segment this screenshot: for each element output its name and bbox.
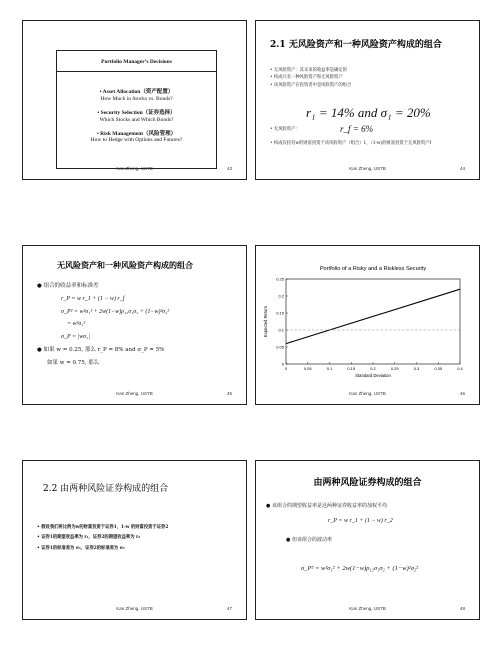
slide-46 <box>255 245 480 405</box>
slide-title: 由两种风险证券构成的组合 <box>313 478 422 488</box>
y-axis-label: Expected Return <box>263 305 268 338</box>
plot-frame <box>286 279 460 364</box>
bullet-item: ● 但该组合的波动率 <box>286 537 332 543</box>
decision-item: • Risk Management（风险管理） How to Hedge with Options and Futures? <box>90 130 183 144</box>
slide-43 <box>22 20 247 180</box>
bullet-item: ● 组合的收益率和标准差 <box>37 283 99 289</box>
equation-portfolio-variance: σ_P² = w²σ₁² + 2w(1−w)ρ₁₂σ₁σ₂ + (1−w)²σ₂² <box>301 565 419 572</box>
bullet-list <box>270 67 469 89</box>
x-tick-label: 0.15 <box>347 366 356 371</box>
page-number: 47 <box>226 606 232 611</box>
decision-item: • Asset Allocation（资产配置） How Much in Stocks vs. Bonds? <box>99 89 174 102</box>
bullet-item: • 假设我们将比例为w的财富投资于证券1，1-w 的财富投资于证券2 <box>37 525 169 530</box>
series-line <box>286 289 460 343</box>
slide-title: 2.1 无风险资产和一种风险资产构成的组合 <box>270 40 442 50</box>
x-tick-label: 0.05 <box>303 366 312 371</box>
page-number: 46 <box>459 391 465 396</box>
slide-47 <box>22 460 247 620</box>
equation-portfolio-variance: σ_P² = w²σ₁² + 2w(1−w)ρ₁₂σ₁σ₂ + (1−w)²σ₂² <box>61 309 170 315</box>
bullet-item: • 证券1的标准差为 σ₁，证券2的标准差为 σ₂ <box>37 545 125 551</box>
x-tick-label: 0.35 <box>434 366 443 371</box>
y-tick-label: 0.25 <box>276 276 284 282</box>
risk-return-chart <box>256 246 480 405</box>
page-number: 43 <box>226 166 232 171</box>
bullet-item: • 无风险资产：其未来的收益率是确定的 <box>270 68 347 73</box>
y-tick-label: 0.05 <box>276 344 284 350</box>
slide-45 <box>22 245 247 405</box>
decision-item: • Security Selection（证券选择） Which Stocks and Which Bonds? <box>97 109 176 123</box>
slide-44 <box>255 20 480 180</box>
equation-riskfree-rate: r_f = 6% <box>340 124 374 134</box>
slide-footer: Kan Zheng, USTB <box>349 166 386 171</box>
y-tick-label: 0 <box>281 361 284 367</box>
bullet-item: • 证券1的期望收益率为 r₁，证券2的期望收益率为 r₂ <box>37 535 141 541</box>
equation-portfolio-return: r_P = w r_1 + (1 − w) r_f <box>61 296 125 302</box>
y-tick-label: 0.15 <box>276 310 284 316</box>
bullet-item: ● 该组合的期望收益率是这两种证券收益率的加权平均 <box>266 503 387 509</box>
x-tick-label: 0.1 <box>326 366 333 371</box>
slide-48 <box>255 460 480 620</box>
slide-footer: Kan Zheng, USTB <box>116 391 153 396</box>
bullet-item: • 该风险资产在投资者中是风险资产的组合 <box>270 82 352 88</box>
page-number: 45 <box>226 391 232 396</box>
text-line: 如果 w = 0.75, 那么 <box>47 360 100 366</box>
slide-footer: Kan Zheng, USTB <box>349 391 386 396</box>
slide-footer: Kan Zheng, USTB <box>116 166 153 171</box>
equation-variance-simplified: = w²σ₁² <box>67 321 86 327</box>
bullet-list <box>37 525 234 552</box>
chart-title: Portfolio of a Risky and a Riskless Security <box>319 266 427 272</box>
page-number: 48 <box>459 606 465 611</box>
page-number: 44 <box>459 166 465 171</box>
bullet-item: • 构成只有一种风险资产和无风险资产 <box>270 75 343 81</box>
x-axis-label: Standard Deviation <box>355 373 391 378</box>
equation-portfolio-std: σ_P = |wσ₁| <box>61 334 90 340</box>
bullet-item: ● 如果 w = 0.25, 那么 r_P = 8% and σ_P = 5% <box>37 347 165 353</box>
y-tick-label: 0.2 <box>278 293 284 299</box>
slide-title: 无风险资产和一种风险资产构成的组合 <box>57 260 193 270</box>
x-tick-label: 0 <box>284 366 288 371</box>
decisions-box-title: Portfolio Manager’s Decisions <box>101 59 172 65</box>
y-tick-label: 0.1 <box>278 327 284 333</box>
x-tick-label: 0.3 <box>413 366 420 371</box>
x-tick-label: 0.25 <box>390 366 399 371</box>
slide-footer: Kan Zheng, USTB <box>116 606 153 611</box>
x-tick-label: 0.2 <box>370 366 376 371</box>
decisions-divider <box>57 71 216 72</box>
bullet-item: • 构成仅持有w的财富投资于该风险资产（组合）1，（1-w)的财富投资于无风险资产f <box>270 141 432 146</box>
x-tick-label: 0.4 <box>457 366 463 371</box>
equation-portfolio-return: r_P = w r_1 + (1 − w) r_2 <box>328 518 393 524</box>
slide-footer: Kan Zheng, USTB <box>349 606 386 611</box>
equation-risky-asset: r₁ = 14% and σ₁ = 20% <box>306 105 431 120</box>
bullet-item: • 无风险资产： <box>270 127 300 132</box>
slide-title: 2.2 由两种风险证券构成的组合 <box>43 484 169 494</box>
decisions-box <box>56 50 217 169</box>
